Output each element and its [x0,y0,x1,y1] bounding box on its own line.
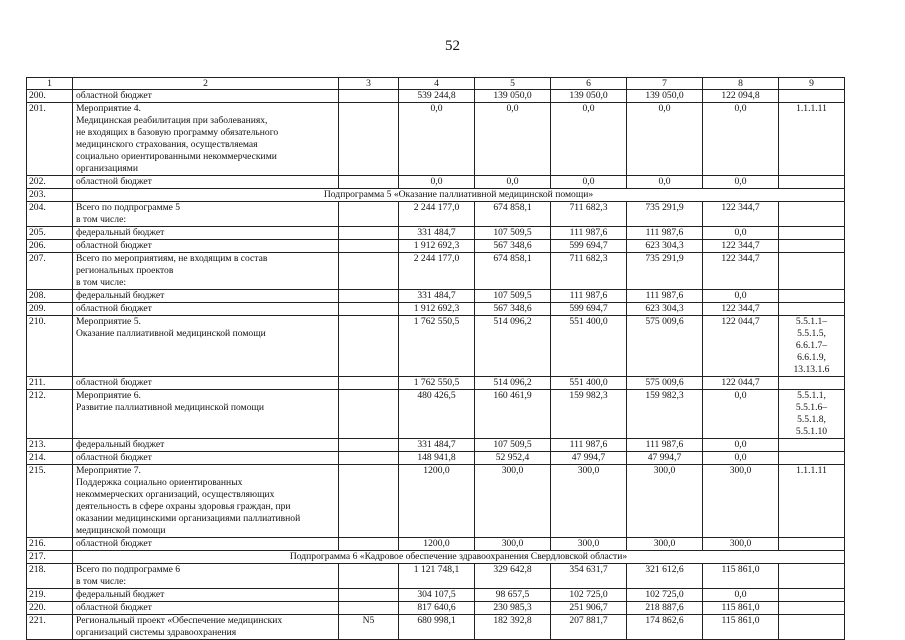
target-indicators [779,538,845,551]
amount-cell: 115 861,0 [703,564,779,589]
amount-cell: 331 484,7 [399,290,475,303]
row-number: 217. [27,551,73,564]
target-indicators [779,589,845,602]
amount-cell: 139 050,0 [475,90,551,103]
target-indicators: 5.5.1.1, 5.5.1.6–5.5.1.8, 5.5.1.10 [779,390,845,439]
table-body [27,78,845,640]
project-code [339,103,399,176]
item-name: областной бюджет [73,176,339,189]
amount-cell: 159 982,3 [551,390,627,439]
amount-cell: 567 348,6 [475,240,551,253]
amount-cell: 111 987,6 [551,290,627,303]
table-row [27,303,845,316]
column-number-row [27,78,845,90]
amount-cell: 623 304,3 [627,303,703,316]
amount-cell: 300,0 [703,538,779,551]
budget-table [26,77,845,640]
target-indicators [779,240,845,253]
item-name: областной бюджет [73,90,339,103]
amount-cell: 115 861,0 [703,602,779,615]
subprogram-row [27,189,845,202]
table-row [27,589,845,602]
amount-cell: 47 994,7 [551,452,627,465]
item-name: федеральный бюджет [73,227,339,240]
row-number: 220. [27,602,73,615]
project-code [339,589,399,602]
project-code [339,465,399,538]
amount-cell: 230 985,3 [475,602,551,615]
row-number: 212. [27,390,73,439]
row-number: 204. [27,202,73,227]
table-row [27,316,845,377]
amount-cell: 0,0 [475,103,551,176]
target-indicators [779,377,845,390]
amount-cell: 122 094,8 [703,90,779,103]
project-code [339,538,399,551]
amount-cell: 148 941,8 [399,452,475,465]
amount-cell: 122 344,7 [703,202,779,227]
item-name: областной бюджет [73,602,339,615]
item-name: федеральный бюджет [73,439,339,452]
project-code: N5 [339,615,399,640]
amount-cell: 599 694,7 [551,303,627,316]
column-header: 5 [475,78,551,90]
amount-cell: 0,0 [475,176,551,189]
target-indicators: 1.1.1.11 [779,103,845,176]
item-name: областной бюджет [73,538,339,551]
row-number: 205. [27,227,73,240]
amount-cell: 354 631,7 [551,564,627,589]
column-header: 1 [27,78,73,90]
row-number: 201. [27,103,73,176]
table-row [27,564,845,589]
amount-cell: 0,0 [703,290,779,303]
amount-cell: 111 987,6 [627,227,703,240]
project-code [339,439,399,452]
amount-cell: 122 344,7 [703,253,779,290]
row-number: 214. [27,452,73,465]
row-number: 209. [27,303,73,316]
item-name: Всего по мероприятиям, не входящим в состав региональных проектов в том числе: [73,253,339,290]
project-code [339,303,399,316]
item-name: областной бюджет [73,452,339,465]
row-number: 215. [27,465,73,538]
table-row [27,90,845,103]
item-name: областной бюджет [73,377,339,390]
table-row [27,176,845,189]
amount-cell: 1 912 692,3 [399,303,475,316]
amount-cell: 300,0 [475,538,551,551]
target-indicators [779,439,845,452]
target-indicators [779,202,845,227]
amount-cell: 0,0 [703,589,779,602]
table-row [27,602,845,615]
page-number: 52 [445,38,460,54]
amount-cell: 514 096,2 [475,377,551,390]
amount-cell: 0,0 [703,390,779,439]
amount-cell: 182 392,8 [475,615,551,640]
amount-cell: 111 987,6 [627,439,703,452]
amount-cell: 0,0 [703,176,779,189]
item-name: Всего по подпрограмме 6 в том числе: [73,564,339,589]
item-name: Мероприятие 7. Поддержка социально ориентированных некоммерческих организаций, осуществляющих деятельность в сфере охраны здоровья граждан, при оказании медицинскими организациями паллиативной медицинской помощи [73,465,339,538]
item-name: федеральный бюджет [73,589,339,602]
amount-cell: 735 291,9 [627,253,703,290]
amount-cell: 331 484,7 [399,227,475,240]
amount-cell: 300,0 [627,465,703,538]
amount-cell: 321 612,6 [627,564,703,589]
column-header: 7 [627,78,703,90]
project-code [339,452,399,465]
amount-cell: 0,0 [703,103,779,176]
target-indicators [779,564,845,589]
row-number: 207. [27,253,73,290]
table-row [27,227,845,240]
table-row [27,377,845,390]
amount-cell: 304 107,5 [399,589,475,602]
row-number: 210. [27,316,73,377]
project-code [339,564,399,589]
amount-cell: 102 725,0 [551,589,627,602]
target-indicators: 5.5.1.1–5.5.1.5, 6.6.1.7–6.6.1.9, 13.13.1.6 [779,316,845,377]
amount-cell: 817 640,6 [399,602,475,615]
target-indicators: 1.1.1.11 [779,465,845,538]
amount-cell: 514 096,2 [475,316,551,377]
amount-cell: 122 344,7 [703,303,779,316]
project-code [339,227,399,240]
amount-cell: 300,0 [627,538,703,551]
table-row [27,452,845,465]
item-name: Всего по подпрограмме 5 в том числе: [73,202,339,227]
amount-cell: 1200,0 [399,538,475,551]
amount-cell: 122 044,7 [703,377,779,390]
amount-cell: 0,0 [551,103,627,176]
amount-cell: 111 987,6 [627,290,703,303]
project-code [339,602,399,615]
amount-cell: 174 862,6 [627,615,703,640]
table-row [27,390,845,439]
amount-cell: 331 484,7 [399,439,475,452]
amount-cell: 599 694,7 [551,240,627,253]
amount-cell: 300,0 [703,465,779,538]
table-row [27,240,845,253]
table-row [27,202,845,227]
amount-cell: 47 994,7 [627,452,703,465]
amount-cell: 300,0 [551,465,627,538]
project-code [339,290,399,303]
amount-cell: 735 291,9 [627,202,703,227]
project-code [339,253,399,290]
column-header: 8 [703,78,779,90]
item-name: областной бюджет [73,240,339,253]
target-indicators [779,452,845,465]
amount-cell: 711 682,3 [551,202,627,227]
item-name: Мероприятие 6. Развитие паллиативной медицинской помощи [73,390,339,439]
amount-cell: 575 009,6 [627,316,703,377]
table-row [27,103,845,176]
amount-cell: 551 400,0 [551,316,627,377]
target-indicators [779,303,845,316]
amount-cell: 0,0 [703,452,779,465]
amount-cell: 1 762 550,5 [399,377,475,390]
amount-cell: 122 044,7 [703,316,779,377]
amount-cell: 2 244 177,0 [399,253,475,290]
amount-cell: 711 682,3 [551,253,627,290]
amount-cell: 1 121 748,1 [399,564,475,589]
amount-cell: 329 642,8 [475,564,551,589]
table-row [27,615,845,640]
row-number: 202. [27,176,73,189]
target-indicators [779,253,845,290]
column-header: 9 [779,78,845,90]
amount-cell: 207 881,7 [551,615,627,640]
amount-cell: 0,0 [627,103,703,176]
row-number: 219. [27,589,73,602]
project-code [339,202,399,227]
amount-cell: 0,0 [703,227,779,240]
target-indicators [779,227,845,240]
table-row [27,439,845,452]
column-header: 4 [399,78,475,90]
amount-cell: 1200,0 [399,465,475,538]
target-indicators [779,176,845,189]
row-number: 213. [27,439,73,452]
amount-cell: 115 861,0 [703,615,779,640]
amount-cell: 52 952,4 [475,452,551,465]
target-indicators [779,290,845,303]
item-name: областной бюджет [73,303,339,316]
amount-cell: 1 762 550,5 [399,316,475,377]
row-number: 206. [27,240,73,253]
target-indicators [779,90,845,103]
project-code [339,377,399,390]
amount-cell: 623 304,3 [627,240,703,253]
amount-cell: 300,0 [551,538,627,551]
target-indicators [779,602,845,615]
amount-cell: 0,0 [703,439,779,452]
table-row [27,538,845,551]
amount-cell: 160 461,9 [475,390,551,439]
amount-cell: 111 987,6 [551,439,627,452]
amount-cell: 0,0 [399,176,475,189]
subprogram-row [27,551,845,564]
column-header: 6 [551,78,627,90]
amount-cell: 111 987,6 [551,227,627,240]
column-header: 3 [339,78,399,90]
amount-cell: 567 348,6 [475,303,551,316]
table-row [27,465,845,538]
project-code [339,390,399,439]
amount-cell: 139 050,0 [551,90,627,103]
amount-cell: 680 998,1 [399,615,475,640]
amount-cell: 575 009,6 [627,377,703,390]
item-name: федеральный бюджет [73,290,339,303]
row-number: 208. [27,290,73,303]
amount-cell: 122 344,7 [703,240,779,253]
item-name: Мероприятие 5. Оказание паллиативной медицинской помощи [73,316,339,377]
column-header: 2 [73,78,339,90]
project-code [339,176,399,189]
project-code [339,90,399,103]
amount-cell: 480 426,5 [399,390,475,439]
amount-cell: 107 509,5 [475,439,551,452]
row-number: 211. [27,377,73,390]
row-number: 200. [27,90,73,103]
amount-cell: 0,0 [399,103,475,176]
table-row [27,290,845,303]
amount-cell: 98 657,5 [475,589,551,602]
item-name: Мероприятие 4. Медицинская реабилитация при заболеваниях, не входящих в базовую программу обязательного медицинского страхования, осуществляемая социально ориентированными некоммерческими организациями [73,103,339,176]
amount-cell: 251 906,7 [551,602,627,615]
amount-cell: 1 912 692,3 [399,240,475,253]
target-indicators [779,615,845,640]
amount-cell: 107 509,5 [475,227,551,240]
amount-cell: 102 725,0 [627,589,703,602]
row-number: 216. [27,538,73,551]
row-number: 218. [27,564,73,589]
project-code [339,316,399,377]
project-code [339,240,399,253]
subprogram-title: Подпрограмма 5 «Оказание паллиативной медицинской помощи» [73,189,845,202]
amount-cell: 674 858,1 [475,202,551,227]
subprogram-title: Подпрограмма 6 «Кадровое обеспечение здравоохранения Свердловской области» [73,551,845,564]
amount-cell: 551 400,0 [551,377,627,390]
amount-cell: 0,0 [627,176,703,189]
amount-cell: 218 887,6 [627,602,703,615]
amount-cell: 300,0 [475,465,551,538]
item-name: Региональный проект «Обеспечение медицинских организаций системы здравоохранения [73,615,339,640]
amount-cell: 674 858,1 [475,253,551,290]
table-row [27,253,845,290]
row-number: 221. [27,615,73,640]
row-number: 203. [27,189,73,202]
amount-cell: 159 982,3 [627,390,703,439]
amount-cell: 0,0 [551,176,627,189]
amount-cell: 139 050,0 [627,90,703,103]
amount-cell: 2 244 177,0 [399,202,475,227]
amount-cell: 107 509,5 [475,290,551,303]
amount-cell: 539 244,8 [399,90,475,103]
